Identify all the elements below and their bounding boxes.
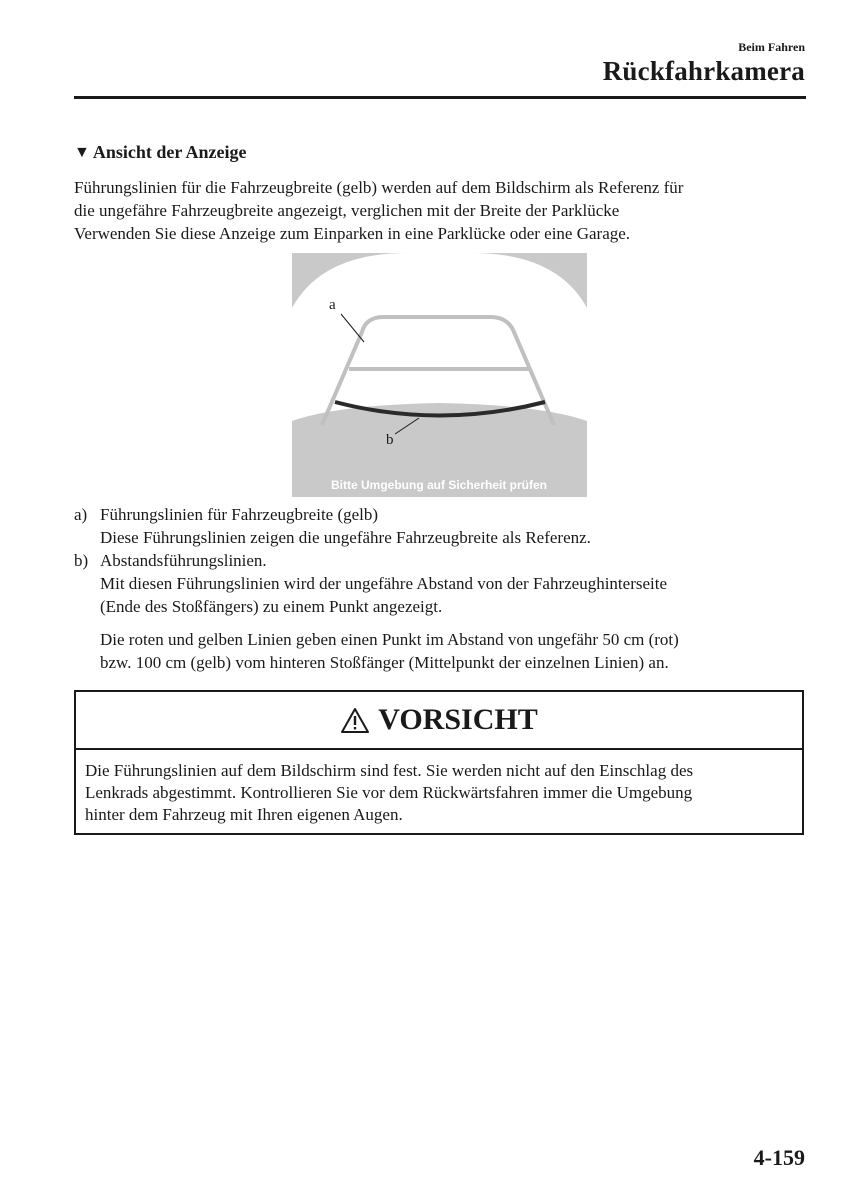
item-description: Mit diesen Führungslinien wird der ungefähre Abstand von der Fahrzeughinterseite [100, 574, 668, 593]
caution-header [76, 692, 802, 750]
caution-line: Die Führungslinien auf dem Bildschirm sind fest. Sie werden nicht auf den Einschlag des [85, 761, 694, 780]
section-heading [74, 142, 247, 163]
camera-view-figure [292, 253, 587, 497]
intro-paragraph [74, 176, 814, 245]
caution-text [76, 750, 802, 826]
caution-line: hinter dem Fahrzeug mit Ihren eigenen Augen. [85, 805, 403, 824]
item-list [74, 503, 814, 674]
intro-line: Verwenden Sie diese Anzeige zum Einparken in eine Parklücke oder eine Garage. [74, 224, 631, 243]
item-marker: b) [74, 551, 89, 570]
caution-title: VORSICHT [378, 703, 538, 736]
warning-triangle-icon [340, 707, 370, 734]
item-title: Abstandsführungslinien. [100, 551, 267, 570]
list-item [74, 549, 814, 572]
section-heading-text: Ansicht der Anzeige [92, 142, 247, 162]
intro-line: Führungslinien für die Fahrzeugbreite (gelb) werden auf dem Bildschirm als Referenz für [74, 178, 684, 197]
list-item [74, 503, 814, 526]
intro-line: die ungefähre Fahrzeugbreite angezeigt, verglichen mit der Breite der Parklücke [74, 201, 620, 220]
page-number: 4-159 [753, 1145, 805, 1170]
item-description: Diese Führungslinien zeigen die ungefähre Fahrzeugbreite als Referenz. [100, 528, 591, 547]
note-line: Die roten und gelben Linien geben einen Punkt im Abstand von ungefähr 50 cm (rot) [100, 630, 679, 649]
note-line: bzw. 100 cm (gelb) vom hinteren Stoßfänger (Mittelpunkt der einzelnen Linien) an. [100, 653, 669, 672]
triangle-down-icon: ▼ [74, 143, 90, 161]
camera-view-illustration [292, 253, 587, 497]
caution-box [74, 690, 804, 835]
item-description: (Ende des Stoßfängers) zu einem Punkt angezeigt. [100, 597, 443, 616]
caution-line: Lenkrads abgestimmt. Kontrollieren Sie vor dem Rückwärtsfahren immer die Umgebung [85, 783, 693, 802]
page-title: Rückfahrkamera [602, 56, 805, 86]
item-marker: a) [74, 505, 88, 524]
title-rule [74, 96, 806, 99]
section-label: Beim Fahren [738, 40, 805, 54]
screen-caption: Bitte Umgebung auf Sicherheit prüfen [330, 478, 548, 492]
label-b: b [386, 432, 394, 448]
item-title: Führungslinien für Fahrzeugbreite (gelb) [100, 505, 379, 524]
label-a: a [329, 297, 336, 313]
note-paragraph [74, 628, 814, 674]
